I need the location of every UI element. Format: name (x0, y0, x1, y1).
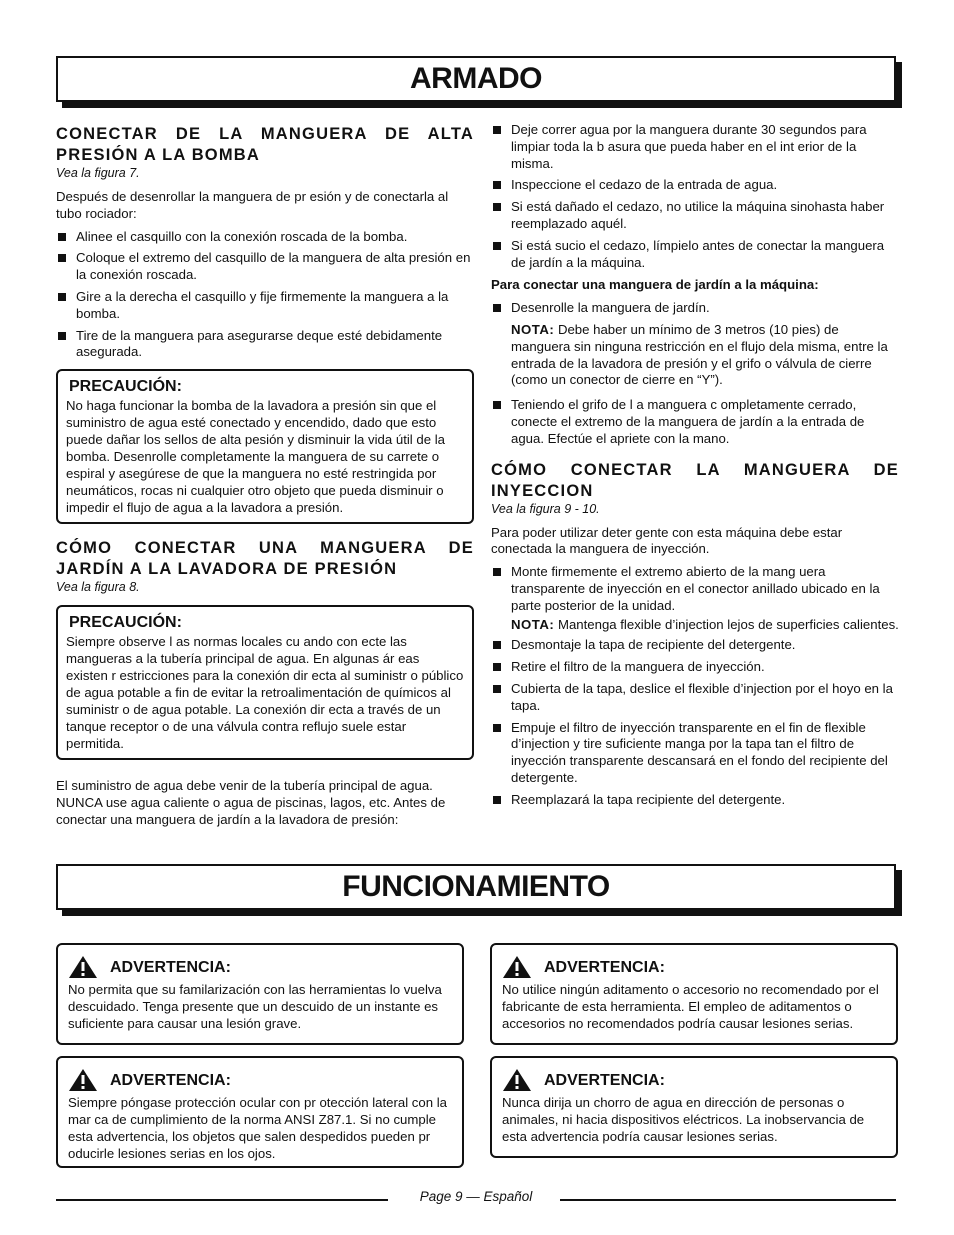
page-footer (56, 1189, 896, 1209)
note-text: Debe haber un mínimo de 3 metros (10 pies) de manguera sin ninguna restricción en el flujo dela misma, entre la entrada de la lavadora de presión y el grifo o válvula de cierre (como un conector de cierre en “Y”). (511, 321, 888, 388)
armado-title: ARMADO (410, 62, 542, 95)
list-item: Reemplazará la tapa recipiente del detergente. (491, 792, 899, 809)
warning-triangle-icon (68, 1068, 98, 1092)
list-item: Teniendo el grifo de l a manguera c ompletamente cerrado, conecte el extremo de la manguera de jardín a la entrada de agua. Efectúe el apriete con la mano. (491, 397, 899, 447)
warning-box-spray-direction (490, 1056, 898, 1158)
water-supply-paragraph: El suministro de agua debe venir de la tubería principal de agua. NUNCA use agua caliente o agua de piscinas, lagos, etc. Antes de conectar una manguera de jardín a la lavadora de presión: (56, 778, 446, 827)
armado-right-column (491, 122, 899, 815)
note-injection (511, 617, 899, 634)
figure-ref-8: Vea la figura 8. (56, 580, 140, 595)
funcionamiento-title: FUNCIONAMIENTO (342, 870, 610, 903)
note-text: Mantenga flexible d’injection lejos de superficies calientes. (557, 616, 899, 632)
page-number: Page 9 — Español (408, 1189, 545, 1204)
list-item: Empuje el filtro de inyección transparente en el fin de flexible d’injection y tire suficiente manga por la tapa tan el filtro de inyección transparente descansará en el fondo del recipiente del detergente. (491, 720, 899, 787)
list-item: Coloque el extremo del casquillo de la manguera de alta presión en la conexión roscada. (56, 250, 474, 284)
heading-high-pressure-hose: CONECTAR DE LA MANGUERA DE ALTA PRESIÓN A LA BOMBA (56, 125, 474, 164)
warning-triangle-icon (502, 1068, 532, 1092)
figure-ref-7: Vea la figura 7. (56, 166, 140, 180)
list-item: Retire el filtro de la manguera de inyección. (491, 659, 899, 676)
warning-box-familiarity (56, 943, 464, 1045)
garden-hose-subhead: Para conectar una manguera de jardín a la máquina: (491, 277, 819, 293)
caution-box-local-codes (56, 605, 474, 760)
list-item: Si está dañado el cedazo, no utilice la máquina sinohasta haber reemplazado aquél. (491, 199, 899, 233)
list-item: Monte firmemente el extremo abierto de la mang uera transparente de inyección en el conector anillado ubicado en la parte posterior de la unidad. (491, 564, 899, 614)
intro-paragraph: Después de desenrollar la manguera de pr esión y de conectarla al tubo rociador: (56, 189, 449, 221)
list-item: Si está sucio el cedazo, límpielo antes de conectar la manguera de jardín a la máquina. (491, 238, 899, 272)
warning-triangle-icon (502, 955, 532, 979)
armado-left-column (56, 124, 474, 835)
warning-text: Siempre póngase protección ocular con pr otección lateral con la mar ca de cumplimiento de la norma ANSI Z87.1. Si no cumple esta advertencia, los objetos que salen despedidos pueden pr oducirle lesiones serias en los ojos. (68, 1095, 447, 1161)
caution-box-pump (56, 369, 474, 524)
list-item: Deje correr agua por la manguera durante 30 segundos para limpiar toda la b asura que pueda haber en el int erior de la misma. (491, 122, 899, 172)
caution-text: No haga funcionar la bomba de la lavadora a presión sin que el suministro de agua esté conectado y encendido, dado que esto puede dañar los sellos de alta pesión y disminuir la vida útil de la bomba. Desenrolle completamente la manguera de su carrete o espiral y asegúrese de que la manguera no esté restringida por neumáticos, rocas ni cualquier otro objeto que pueda disminuir o impedir el flujo de agua a la lavadora a presión. (66, 398, 445, 516)
note-label: NOTA: (511, 616, 555, 632)
warning-text: No utilice ningún aditamento o accesorio no recomendado por el fabricante de esta herramienta. El empleo de aditamentos o accesorios no recomendados podría causar lesiones serias. (502, 982, 879, 1031)
bullet-list-unroll (491, 300, 899, 317)
list-item: Gire a la derecha el casquillo y fije firmemente la manguera a la bomba. (56, 289, 474, 323)
note-label: NOTA: (511, 321, 555, 337)
warning-title: ADVERTENCIA: (544, 958, 665, 976)
injection-intro: Para poder utilizar deter gente con esta máquina debe estar conectada la manguera de inyección. (491, 524, 843, 557)
list-item: Alinee el casquillo con la conexión roscada de la bomba. (56, 229, 474, 246)
warning-text: No permita que su familarización con las herramientas lo vuelva descuidado. Tenga presente que un descuido de un instante es suficiente para causar una lesión grave. (68, 982, 442, 1031)
warning-triangle-icon (68, 955, 98, 979)
figure-ref-9-10: Vea la figura 9 - 10. (491, 501, 600, 516)
list-item: Cubierta de la tapa, deslice el flexible d’injection por el hoyo en la tapa. (491, 681, 899, 715)
list-item: Desmontaje la tapa de recipiente del detergente. (491, 637, 899, 654)
note-hose-length (511, 322, 899, 389)
warning-box-accessories (490, 943, 898, 1045)
list-item: Tire de la manguera para asegurarse deque esté debidamente asegurada. (56, 328, 474, 362)
heading-garden-hose: CÓMO CONECTAR UNA MANGUERA DE JARDÍN A LA LAVADORA DE PRESIÓN (56, 539, 474, 579)
funcionamiento-banner (56, 864, 896, 910)
bullet-list-hose (56, 229, 474, 362)
list-item: Inspeccione el cedazo de la entrada de agua. (491, 177, 899, 194)
bullet-list-connect (491, 397, 899, 447)
caution-title: PRECAUCIÓN: (69, 614, 182, 632)
caution-text: Siempre observe l as normas locales cu ando con ecte las mangueras a la tubería principal de agua. En algunas ár eas existen r estricciones para la conexión dir ecta al suministr o público de agua potable a fin de evitar la retroalimentación de químicos al suministr o de agua potable. La conexión dir ecta a través de un tanque receptor o de una válvula contra reflujo suele estar permitida. (66, 634, 464, 752)
bullet-list-detergent (491, 637, 899, 808)
list-item: Desenrolle la manguera de jardín. (491, 300, 899, 317)
armado-banner (56, 56, 896, 102)
bullet-list-screen (491, 122, 899, 271)
warning-title: ADVERTENCIA: (110, 958, 231, 976)
warning-text: Nunca dirija un chorro de agua en dirección de personas o animales, ni hacia dispositivos eléctricos. La inobservancia de esta advertencia podría causar lesiones serias. (502, 1095, 865, 1144)
warning-box-eye-protection (56, 1056, 464, 1168)
bullet-list-mount (491, 564, 899, 614)
heading-injection-hose: CÓMO CONECTAR LA MANGUERA DE INYECCION (491, 460, 899, 500)
warning-title: ADVERTENCIA: (544, 1071, 665, 1089)
warning-title: ADVERTENCIA: (110, 1071, 231, 1089)
caution-title: PRECAUCIÓN: (69, 378, 182, 396)
